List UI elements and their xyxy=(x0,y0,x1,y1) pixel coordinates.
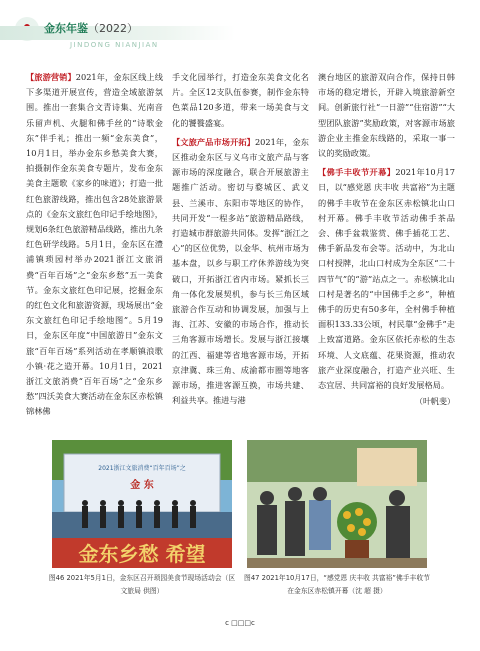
caption-figure-46: 图46 2021年5月1日，金东区召开琐园美食节现场活动会（区文旅局 供图） xyxy=(48,574,236,595)
paragraph-continued-2: 澳台地区的旅游双向合作，保持日韩市场的稳定增长，开辟入境旅游新空间。创新旅行社“一日游”“住宿游”“大型团队旅游”奖励政策，对客源市场旅游企业主推金东线路的，采取一事一议的奖励政策。 xyxy=(318,72,455,159)
page-footer: c □□□c xyxy=(225,619,255,627)
yearbook-year: （2022） xyxy=(88,22,138,35)
paragraph-harvest-festival: 2021年10月17日，以“感党恩 庆丰收 共富裕”为主题的佛手丰收节在金东区赤松镇北山口村开幕。佛手丰收节活动佛手茶品会、佛手盆栽鉴赏、佛手插花工艺、佛手新品发布会等。活动中，为北山口村授牌，北山口村成为全东区“二十四节气”的“游”站点之一。赤松镇北山口村是著名的“中国佛手之乡”，种植佛手的历史有50多年，全村佛手种植面积133.33公顷，村民靠“金佛手”走上致富道路。金东区依托赤松的生态环境、人文底蕴、花果资源，推动农旅产业深度融合，打造产业兴旺、生态宜居、共同富裕的良好发展格局。 xyxy=(318,167,455,391)
section-heading-harvest-festival: 【佛手丰收节开幕】 xyxy=(318,167,396,178)
stage-big-text: 金东乡愁 希望 xyxy=(78,542,206,566)
svg-text:金 东: 金 东 xyxy=(130,480,154,491)
banner-text: 2021浙江文旅消费“百年百场”之 xyxy=(98,465,186,472)
paragraph-market-expansion: 2021年，金东区推动金东区与义乌市文旅产品与客源市场的深度融合，联合开展旅游主题推广活动。密切与婺城区、武义县、兰溪市、东阳市等地区的协作，共同开发“一程多站”旅游精品路线，打造城市群旅游共同体。发挥“浙江之心”的区位优势，以金华、杭州市场为基本盘，以乡与职工疗休养游线为突破口，开拓浙江省内市场。紧抓长三角一体化发展契机，参与长三角区域旅游合作互动和协调发展，加强与上海、江苏、安徽的市场合作，推动长三角客源市场增长。发展与浙江接壤的江西、福建等省地客源市场，开拓京津冀、珠三角、成渝都市圈等地客源市场，推进客源互换，市场共建、利益共享。推进与港 xyxy=(172,136,309,406)
yearbook-subtitle: JINDONG NIANJIAN xyxy=(70,41,159,49)
paragraph-continued: 手文化园举行，打造金东美食文化名片。全区12支队伍参赛，制作金东特色菜品120多道，带来一场美食与文化的饕餮盛宴。 xyxy=(172,72,309,128)
photo-harvest-festival xyxy=(247,440,427,568)
paragraph-tourism-marketing: 2021年，金东区线上线下多渠道开展宣传，营造全域旅游氛围。推出一套集合文青诗集、光南音乐留声机、火腿和佛手丝的“诗歌金东”伴手礼；推出一频“金东美食”，10月1日，举办金东乡愁美食大赛，拍摄制作金东美食专题片，发布金东美食主题歌《家乡的味道》；打造一批红色旅游线路，推出包含28处旅游景点的《金东文旅红色印记手绘地图》，规划6条红色旅游精品线路，推出九条红色研学线路。5月1日，金东区在澧浦镇琐园村举办2021浙江文旅消费“百年百场”之“金东乡愁”五一美食节。金东文旅红色印记展，挖掘金东的红色文化和旅游资源，现场展出“金东文旅红色印记手绘地图”。5月19日，金东区年度“中国旅游日”金东文旅“百年百场”系列活动在孝顺镇浪歌小镇·花之造开幕。10月1日，2021浙江文旅消费“百年百场”之“金东乡愁”四沃美食大赛活动在金东区赤松镇锦林佛 xyxy=(26,72,163,417)
section-heading-market-expansion: 【文旅产品市场开拓】 xyxy=(172,136,255,147)
column-1 xyxy=(26,70,163,420)
section-heading-tourism-marketing: 【旅游营销】 xyxy=(26,72,76,82)
harvest-festival-scene xyxy=(247,440,427,568)
yearbook-title xyxy=(44,20,138,36)
food-festival-scene xyxy=(52,440,232,568)
column-3 xyxy=(318,70,455,409)
yearbook-name: 金东年鉴 xyxy=(44,22,88,35)
photo-food-festival xyxy=(52,440,232,568)
author-credit: （叶帆斐） xyxy=(415,397,455,407)
page-header xyxy=(0,0,480,60)
caption-figure-47: 图47 2021年10月17日，“感党恩 庆丰收 共富裕”佛手丰收节在金东区赤松镇开幕（沈 超 摄） xyxy=(244,574,430,595)
column-2 xyxy=(172,70,309,408)
